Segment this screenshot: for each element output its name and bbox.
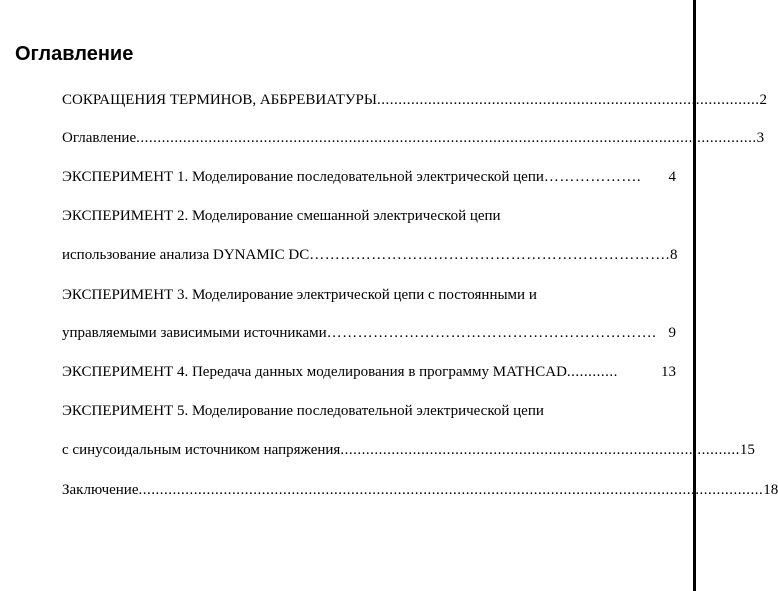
toc-entry[interactable] bbox=[62, 246, 676, 264]
toc-entry-page: 4 bbox=[668, 169, 676, 185]
toc-entry-leader: ……………………………………………………………. bbox=[309, 247, 671, 263]
toc-entry-leader: ................................................................................................................................................... bbox=[138, 482, 764, 498]
toc-entry-leader: .............................................................................................. bbox=[340, 442, 740, 458]
toc-entry-first-line[interactable] bbox=[62, 402, 544, 420]
toc-entry-title: управляемыми зависимыми источниками bbox=[62, 325, 327, 341]
toc-entry[interactable] bbox=[62, 363, 676, 381]
toc-entry-page: 3 bbox=[756, 130, 765, 146]
toc-entry-title: ЭКСПЕРИМЕНТ 2. Моделирование смешанной электрической цепи bbox=[62, 208, 501, 224]
toc-entry-leader: ............ bbox=[566, 364, 618, 380]
toc-entry[interactable] bbox=[62, 481, 778, 499]
toc-entry-title: ЭКСПЕРИМЕНТ 3. Моделирование электрической цепи с постоянными и bbox=[62, 287, 537, 303]
toc-entry-leader: .................................................................................................................................................. bbox=[136, 130, 757, 146]
toc-entry-title: ЭКСПЕРИМЕНТ 1. Моделирование последовательной электрической цепи bbox=[62, 169, 544, 185]
toc-entry-page: 13 bbox=[661, 364, 676, 380]
toc-entry[interactable] bbox=[62, 324, 676, 342]
toc-entry-title: Оглавление bbox=[62, 130, 137, 146]
toc-entry-title: СОКРАЩЕНИЯ ТЕРМИНОВ, АББРЕВИАТУРЫ bbox=[62, 92, 377, 108]
toc-entry-first-line[interactable] bbox=[62, 286, 537, 304]
toc-entry-title: ЭКСПЕРИМЕНТ 5. Моделирование последовательной электрической цепи bbox=[62, 403, 544, 419]
toc-entry-page: 2 bbox=[759, 92, 767, 108]
toc-entry-title: использование анализа DYNAMIC DC bbox=[62, 247, 310, 263]
toc-entry-first-line[interactable] bbox=[62, 207, 501, 225]
toc-entry-page: 15 bbox=[739, 442, 755, 458]
toc-entry[interactable] bbox=[62, 441, 755, 459]
toc-heading: Оглавление bbox=[15, 43, 134, 65]
toc-entry-title: ЭКСПЕРИМЕНТ 4. Передача данных моделирования в программу MATHCAD bbox=[62, 364, 567, 380]
toc-entry[interactable] bbox=[62, 168, 676, 186]
toc-entry-page: 8 bbox=[670, 247, 678, 263]
toc-entry-title: Заключение bbox=[62, 482, 139, 498]
toc-entry-page: 9 bbox=[668, 325, 676, 341]
toc-entry[interactable] bbox=[62, 129, 765, 147]
toc-entry-page: 18 bbox=[763, 482, 778, 498]
toc-entry[interactable] bbox=[62, 91, 767, 109]
toc-entry-title: с синусоидальным источником напряжения bbox=[62, 442, 341, 458]
toc-entry-leader: ………………………………………………………. bbox=[326, 325, 657, 341]
page-edge-border bbox=[693, 0, 696, 591]
toc-entry-leader: .......................................................................................... bbox=[376, 92, 760, 108]
toc-entry-leader: ………………. bbox=[543, 169, 642, 185]
